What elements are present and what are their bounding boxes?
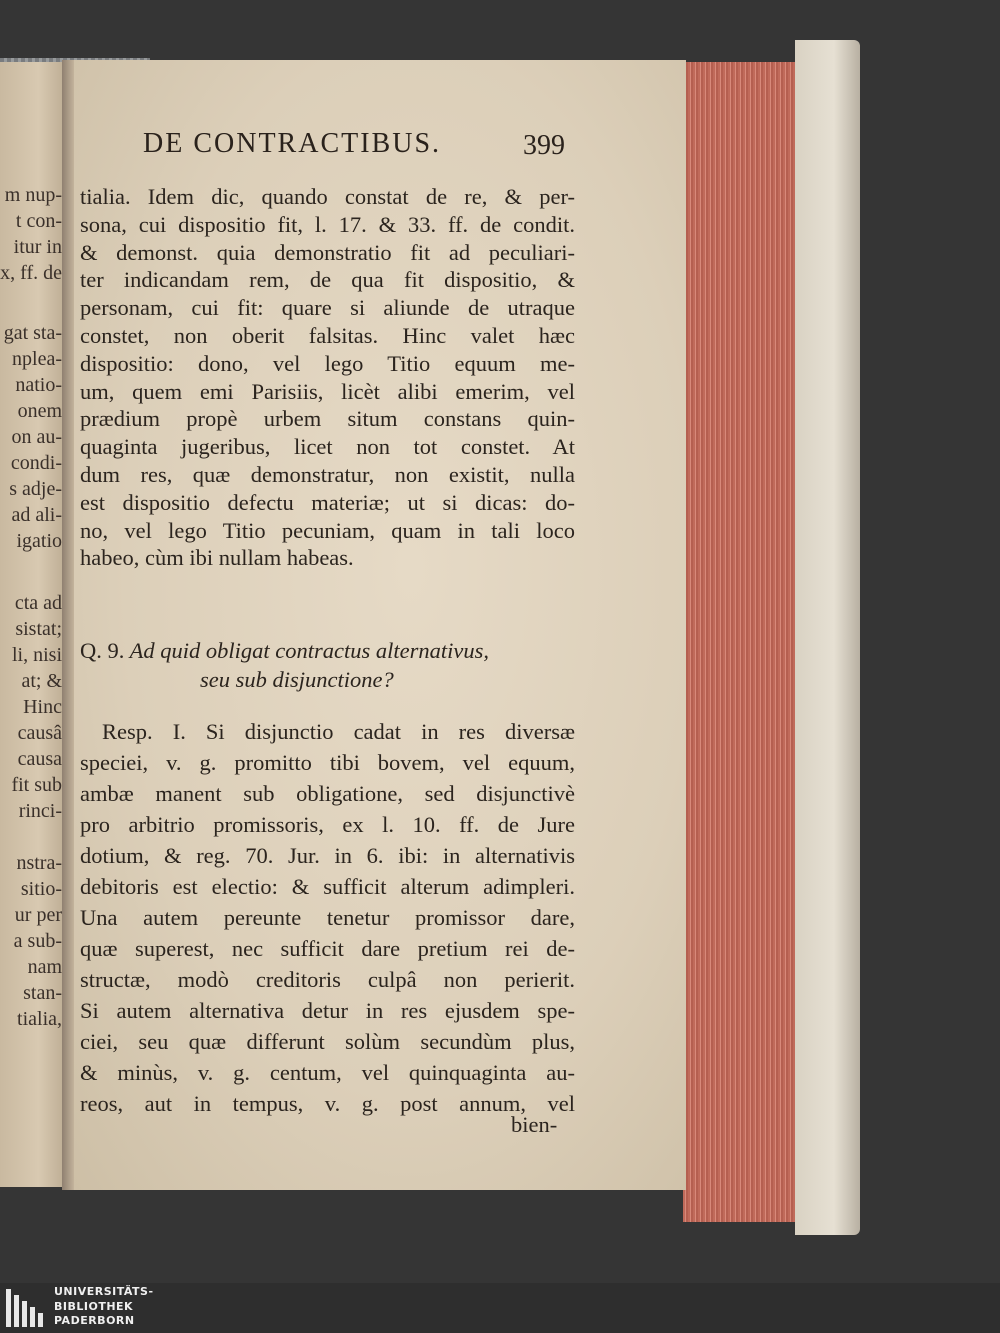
text-line: prædium propè urbem situm constans quin- [80,406,575,432]
library-name [54,1285,154,1329]
previous-page-line: causâ [17,722,62,744]
previous-page-line: nam [27,956,62,978]
response-line: Una autem pereunte tenetur promissor dare, [80,905,575,930]
red-page-edges [683,62,800,1222]
response-line: & minùs, v. g. centum, vel quinquaginta au- [80,1060,575,1085]
response-line: debitoris est electio: & sufficit alterum adimpleri. [80,874,575,899]
previous-page-line: rinci- [18,800,62,822]
text-line: est dispositio defectu materiæ; ut si dicas: do- [80,489,575,515]
previous-page-line: s adje- [9,478,62,500]
text-line: sona, cui dispositio fit, l. 17. & 33. ff. de condit. [80,211,575,237]
question-label: Q. 9. [80,638,125,663]
text-line: quaginta jugeribus, licet non tot constet. At [80,434,575,460]
library-name-line-3: PADERBORN [54,1314,135,1327]
previous-page-line: natio- [15,374,62,396]
library-name-line-2: BIBLIOTHEK [54,1299,134,1313]
previous-page-line: onem [17,400,62,422]
previous-page-line: itur in [13,236,62,258]
response-line: dotium, & reg. 70. Jur. in 6. ibi: in alternativis [80,843,575,868]
previous-page-line: tialia, [17,1008,62,1030]
previous-page-line: stan- [23,982,62,1004]
previous-page-line: t con- [15,210,62,232]
previous-page-line: gat sta- [3,322,62,344]
text-line: dispositio: dono, vel lego Titio equum me- [80,350,575,376]
text-line: dum res, quæ demonstratur, non existit, nulla [80,461,575,487]
previous-page-line: ad ali- [11,504,62,526]
text-line: & demonst. quia demonstratio fit ad peculiari- [80,239,575,265]
book-cover-edge [795,40,860,1235]
previous-page-line: nplea- [12,348,62,370]
previous-page-line: li, nisi [11,644,62,666]
previous-page-line: Hinc [23,696,62,718]
running-head: DE CONTRACTIBUS. [143,128,442,159]
text-line: constet, non oberit falsitas. Hinc valet hæc [80,322,575,348]
previous-page-line: x, ff. de [0,262,62,284]
response-line: speciei, v. g. promitto tibi bovem, vel equum, [80,750,575,775]
response-line: reos, aut in tempus, v. g. post annum, vel [80,1091,575,1116]
previous-page-line: nstra- [16,852,62,874]
question-line-2 [80,665,575,694]
previous-page-line: igatio [16,530,62,552]
response-line: quæ superest, nec sufficit dare pretium rei de- [80,936,575,961]
text-line: ter indicandam rem, de qua fit dispositio, & [80,267,575,293]
text-line: personam, cui fit: quare si aliunde de utraque [80,295,575,321]
response-line: ambæ manent sub obligatione, sed disjunctivè [80,781,575,806]
question-text-2: seu sub disjunctione? [200,667,394,692]
page-number: 399 [523,130,565,161]
response-paragraph [80,716,575,1119]
paragraph-1 [80,183,575,572]
library-name-line-1: UNIVERSITÄTS- [54,1285,154,1298]
previous-page-line: a sub- [13,930,62,952]
question-heading [80,636,575,694]
response-line: ciei, seu quæ differunt solùm secundùm plus, [80,1029,575,1054]
previous-page-line: cta ad [14,592,62,614]
previous-page-line: sitio- [20,878,62,900]
response-line: structæ, modò creditoris culpâ non perierit. [80,967,575,992]
text-line: habeo, cùm ibi nullam habeas. [80,545,354,571]
previous-page-line: m nup- [4,184,62,206]
catchword: bien- [511,1112,558,1137]
response-line: pro arbitrio promissoris, ex l. 10. ff. de Jure [80,812,575,837]
previous-page-line: causa [17,748,62,770]
previous-page-line: ur per [14,904,62,926]
previous-page-line: sistat; [15,618,62,640]
previous-page-fragment [0,62,70,1187]
previous-page-line: on au- [11,426,62,448]
question-text-1: Ad quid obligat contractus alternativus, [129,638,489,663]
library-footer [0,1283,1000,1333]
question-line-1 [80,636,575,665]
response-line: Resp. I. Si disjunctio cadat in res diversæ [102,719,575,744]
library-logo-icon [4,1287,50,1329]
text-line: tialia. Idem dic, quando constat de re, & per- [80,184,575,209]
previous-page-line: at; & [21,670,62,692]
previous-page-line: condi- [10,452,62,474]
response-line: Si autem alternativa detur in res ejusdem spe- [80,998,575,1023]
text-line: no, vel lego Titio pecuniam, quam in tali loco [80,517,575,543]
text-line: um, quem emi Parisiis, licèt alibi emerim, vel [80,378,575,404]
previous-page-line: fit sub [11,774,62,796]
